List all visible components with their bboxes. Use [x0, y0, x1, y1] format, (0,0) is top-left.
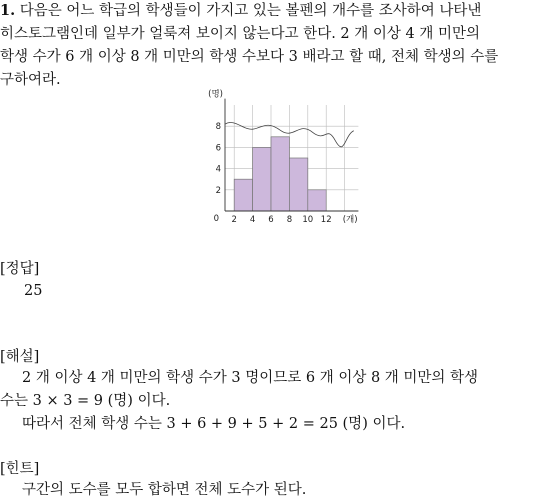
question-line-1	[0, 2, 481, 20]
explanation-line-1: 2 개 이상 4 개 미만의 학생 수가 3 명이므로 6 개 이상 8 개 미만의 학생	[22, 370, 479, 386]
x-tick-label-8: 8	[286, 215, 293, 225]
question-line-2: 히스토그램인데 일부가 얼룩져 보이지 않는다고 한다. 2 개 이상 4 개 미만의	[0, 26, 480, 42]
bar-8-10	[289, 158, 307, 211]
y-tick-label-2: 2	[215, 185, 221, 196]
answer-label: [정답]	[0, 261, 40, 277]
y-tick-label-6: 6	[215, 143, 221, 154]
y-tick-label-4: 4	[215, 164, 221, 175]
question-text-1: 다음은 어느 학급의 학생들이 가지고 있는 볼펜의 개수를 조사하여 나타낸	[19, 3, 482, 19]
answer-value: 25	[24, 283, 43, 299]
hint-line-1: 구간의 도수를 모두 합하면 전체 도수가 된다.	[22, 482, 307, 498]
chart-bars	[234, 137, 326, 211]
x-tick-label-10: 10	[302, 215, 314, 225]
x-tick-label-4: 4	[249, 215, 256, 225]
bar-6-8	[271, 137, 289, 211]
explanation-line-3: 따라서 전체 학생 수는 3 + 6 + 9 + 5 + 2 = 25 (명) 이다.	[22, 416, 406, 432]
origin-label: 0	[213, 214, 219, 224]
question-line-4: 구하여라.	[0, 72, 61, 88]
y-tick-label-8: 8	[215, 122, 221, 133]
question-number: 1.	[0, 2, 16, 19]
explanation-line-2: 수는 3 × 3 = 9 (명) 이다.	[0, 393, 171, 409]
x-tick-label-2: 2	[231, 215, 237, 225]
bar-4-6	[253, 147, 271, 211]
hint-label: [힌트]	[0, 461, 40, 477]
x-unit-label: (개)	[342, 215, 358, 225]
bar-10-12	[308, 190, 326, 211]
y-unit-label: (명)	[208, 89, 223, 100]
histogram-chart	[170, 89, 360, 235]
x-tick-label-6: 6	[268, 215, 274, 225]
x-tick-label-12: 12	[320, 215, 332, 225]
explanation-label: [해설]	[0, 349, 40, 365]
question-line-3: 학생 수가 6 개 이상 8 개 미만의 학생 수보다 3 배라고 할 때, 전체 학생의 수를	[0, 49, 499, 65]
bar-2-4	[234, 179, 252, 211]
